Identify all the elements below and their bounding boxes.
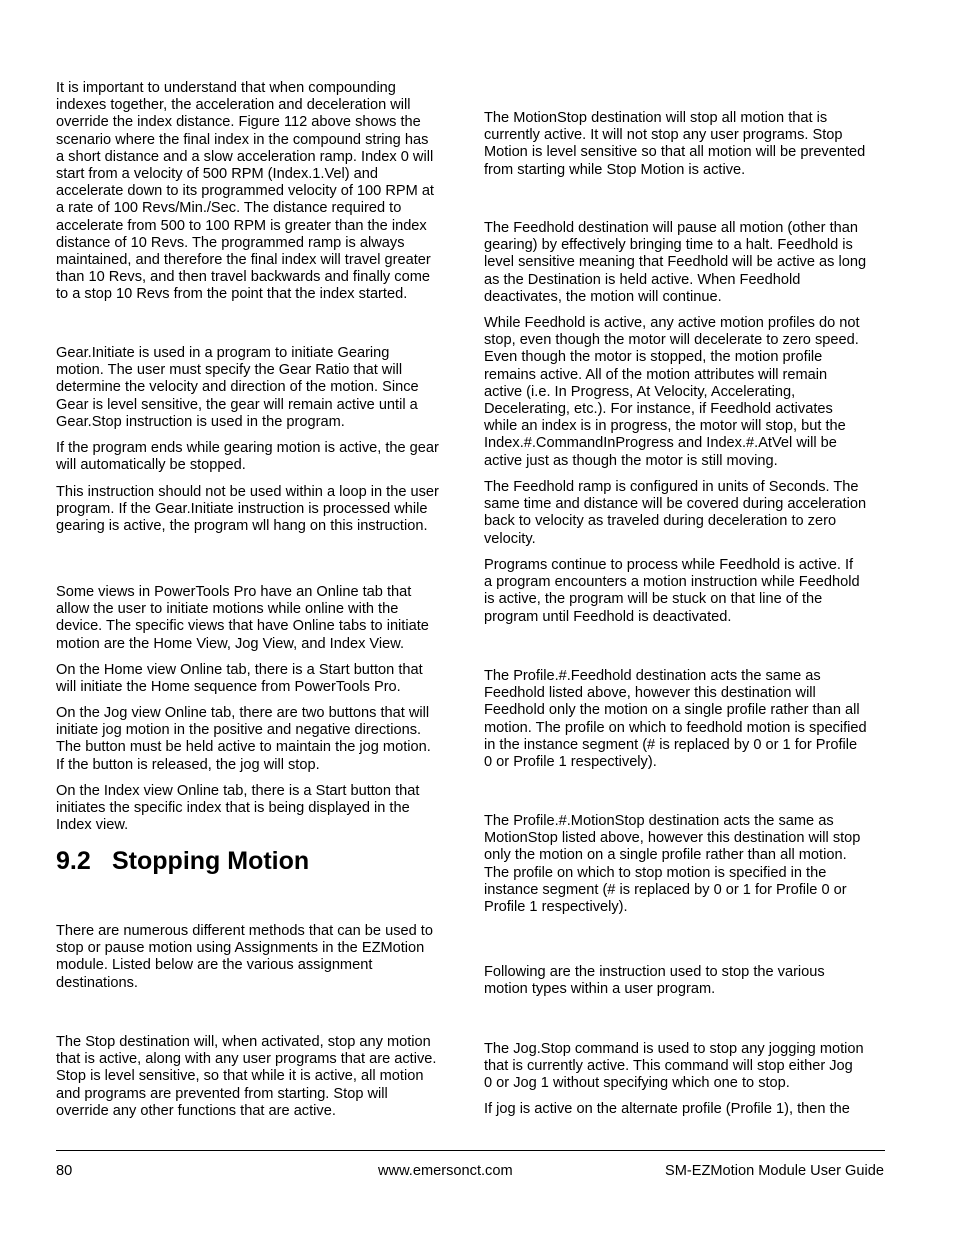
paragraph-online-tab: Some views in PowerTools Pro have an Online tab that allow the user to initiate motions while online with the device. The specific views that have Online tabs to initiate motion are the Home View, Jog View, and Index View. (56, 584, 429, 652)
paragraph-feedhold-programs: Programs continue to process while Feedhold is active. If a program encounters a motion instruction while Feedhold is active, the program will be stuck on that line of the program until Feedhold is deactivated. (484, 557, 860, 625)
paragraph-gear-loop-warning: This instruction should not be used within a loop in the user program. If the Gear.Initiate instruction is processed while gearing is active, the program wll hang on this instruction. (56, 484, 439, 535)
paragraph-jog-stop: The Jog.Stop command is used to stop any jogging motion that is currently active. This command will stop either Jog 0 or Jog 1 without specifying which one to stop. (484, 1041, 864, 1092)
paragraph-feedhold-ramp: The Feedhold ramp is configured in units of Seconds. The same time and distance will be covered during acceleration back to velocity as traveled during deceleration to zero velocity. (484, 479, 867, 547)
paragraph-profile-feedhold: The Profile.#.Feedhold destination acts the same as Feedhold listed above, however this destination will Feedhold only the motion on a single profile rather than all motion. The profile on which to feedhold motion is specified in the instance segment (# is replaced by 0 or 1 for Profile 0 or Profile 1 respectively). (484, 668, 867, 771)
paragraph-index-view-online: On the Index view Online tab, there is a Start button that initiates the specific index that is being displayed in the Index view. (56, 783, 420, 834)
paragraph-motionstop: The MotionStop destination will stop all motion that is currently active. It will not stop any user programs. Stop Motion is level sensitive so that all motion will be prevented from starting while Stop Motion is active. (484, 110, 866, 178)
footer-website: www.emersonct.com (378, 1163, 513, 1179)
paragraph-stop-instructions: Following are the instruction used to stop the various motion types within a user program. (484, 964, 825, 998)
paragraph-gear-program-ends: If the program ends while gearing motion is active, the gear will automatically be stopped. (56, 440, 439, 474)
paragraph-gear-initiate: Gear.Initiate is used in a program to initiate Gearing motion. The user must specify the Gear Ratio that will determine the velocity and direction of the motion. Since Gear is level sensitive, the gear will remain active until a Gear.Stop instruction is used in the program. (56, 345, 419, 430)
footer-guide-title: SM-EZMotion Module User Guide (665, 1163, 884, 1179)
section-heading (56, 845, 309, 877)
paragraph-feedhold: The Feedhold destination will pause all motion (other than gearing) by effectively bringing time to a halt. Feedhold is level sensitive meaning that Feedhold will be active as long as the Destination is held active. When Feedhold deactivates, the motion will continue. (484, 220, 867, 305)
paragraph-compounding-indexes: It is important to understand that when compounding indexes together, the acceleration and deceleration will override the index distance. Figure 112 above shows the scenario where the final index in the compound string has a short distance and a slow acceleration ramp. Index 0 will start from a velocity of 500 RPM (Index.1.Vel) and accelerate down to its programmed velocity of 100 RPM at a rate of 100 Revs/Min./Sec. The distance required to accelerate from 500 to 100 RPM is greater than the index distance of 10 Revs. The programmed ramp is always maintained, and therefore the final index will travel greater than 10 Revs, and then travel backwards and finally come to a stop 10 Revs from the point that the index started. (56, 80, 434, 303)
footer-rule (56, 1150, 885, 1151)
paragraph-home-view-online: On the Home view Online tab, there is a Start button that will initiate the Home sequence from PowerTools Pro. (56, 662, 423, 696)
paragraph-jog-view-online: On the Jog view Online tab, there are two buttons that will initiate jog motion in the positive and negative directions. The button must be held active to maintain the jog motion. If the button is released, the jog will stop. (56, 705, 431, 773)
paragraph-stopping-methods: There are numerous different methods that can be used to stop or pause motion using Assignments in the EZMotion module. Listed below are the various assignment destinations. (56, 923, 433, 991)
paragraph-profile-motionstop: The Profile.#.MotionStop destination acts the same as MotionStop listed above, however this destination will stop only the motion on a single profile rather than all motion. The profile on which to stop motion is specified in the instance segment (# is replaced by 0 or 1 for Profile 0 or Profile 1 respectively). (484, 813, 861, 916)
section-title: Stopping Motion (112, 847, 310, 875)
page-number: 80 (56, 1163, 73, 1179)
paragraph-feedhold-active: While Feedhold is active, any active motion profiles do not stop, even though the motor will decelerate to zero speed. Even though the motor is stopped, the motion profile remains active. All of the motion attributes will remain active (i.e. In Progress, At Velocity, Accelerating, Decelerating, etc.). For instance, if Feedhold activates while an index is in progress, the motor will stop, but the Index.#.CommandInProgress and Index.#.AtVel will be active just as though the motor is still moving. (484, 315, 860, 469)
section-number: 9.2 (56, 847, 91, 875)
paragraph-jog-alternate-profile: If jog is active on the alternate profile (Profile 1), then the (484, 1101, 850, 1117)
paragraph-stop-destination: The Stop destination will, when activated, stop any motion that is active, along with any user programs that are active. Stop is level sensitive, so that while it is active, all motion and programs are prevented from starting. Stop will override any other functions that are active. (56, 1034, 437, 1119)
